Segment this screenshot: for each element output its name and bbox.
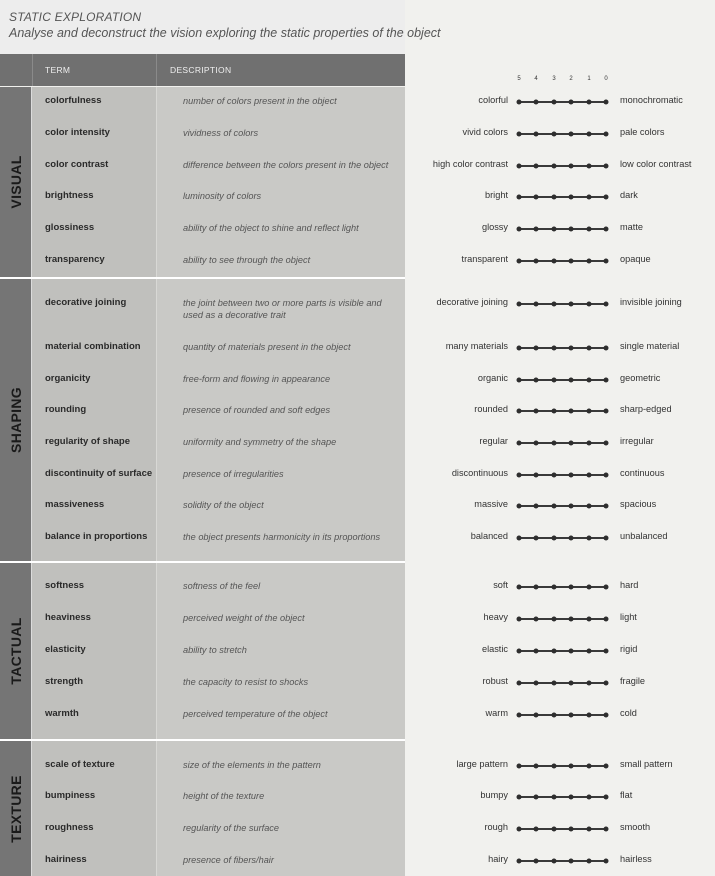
scale-row <box>0 404 715 416</box>
scale-row <box>0 254 715 266</box>
scale-point-5[interactable] <box>517 616 522 621</box>
scale-point-1[interactable] <box>587 194 592 199</box>
left-pole-label: rounded <box>474 404 508 414</box>
scale-point-2[interactable] <box>569 648 574 653</box>
scale-point-2[interactable] <box>569 440 574 445</box>
term-description: number of colors present in the object <box>183 96 337 106</box>
scale-point-3[interactable] <box>552 763 557 768</box>
scale-point-3[interactable] <box>552 345 557 350</box>
left-pole-label: glossy <box>481 222 508 232</box>
right-pole-label: sharp-edged <box>620 404 672 414</box>
scale-line <box>519 828 606 830</box>
scale-line <box>519 196 606 198</box>
left-pole-label: organic <box>477 373 508 383</box>
scale-point-0[interactable] <box>604 503 609 508</box>
scale-point-1[interactable] <box>587 440 592 445</box>
scale-row <box>0 759 715 771</box>
page-subtitle: Analyse and deconstruct the vision exploring the static properties of the object <box>9 26 441 40</box>
scale-point-1[interactable] <box>587 131 592 136</box>
scale-line <box>519 165 606 167</box>
scale-point-5[interactable] <box>517 301 522 306</box>
term-description: luminosity of colors <box>183 191 262 201</box>
term-label: balance in proportions <box>45 531 148 542</box>
description-column-label: DESCRIPTION <box>170 65 232 75</box>
scale-point-4[interactable] <box>534 680 539 685</box>
scale-point-1[interactable] <box>587 99 592 104</box>
term-description: the capacity to resist to shocks <box>183 677 309 687</box>
scale-point-2[interactable] <box>569 503 574 508</box>
scale-number-4: 4 <box>534 76 538 82</box>
scale-point-5[interactable] <box>517 226 522 231</box>
scale-point-0[interactable] <box>604 680 609 685</box>
scale-point-5[interactable] <box>517 408 522 413</box>
scale-point-1[interactable] <box>587 258 592 263</box>
scale-point-1[interactable] <box>587 680 592 685</box>
right-pole-label: small pattern <box>620 759 673 769</box>
scale-point-3[interactable] <box>552 99 557 104</box>
term-description: solidity of the object <box>183 500 264 510</box>
term-label: color contrast <box>45 159 109 170</box>
section-label: SHAPING <box>7 387 24 453</box>
term-description: perceived weight of the object <box>183 613 305 623</box>
scale-point-3[interactable] <box>552 440 557 445</box>
scale-point-5[interactable] <box>517 680 522 685</box>
scale-line <box>519 796 606 798</box>
scale-point-4[interactable] <box>534 794 539 799</box>
scale-row <box>0 222 715 234</box>
term-column <box>32 279 157 561</box>
term-description: regularity of the surface <box>183 823 280 833</box>
scale-number-3: 3 <box>552 76 556 82</box>
scale-point-3[interactable] <box>552 794 557 799</box>
scale-point-1[interactable] <box>587 616 592 621</box>
scale-number-1: 1 <box>587 76 591 82</box>
term-label: hairiness <box>45 854 87 865</box>
term-label: bumpiness <box>45 790 96 801</box>
term-description: difference between the colors present in the object <box>183 160 389 170</box>
scale-row <box>0 854 715 866</box>
left-pole-label: bumpy <box>480 790 508 800</box>
scale-point-2[interactable] <box>569 794 574 799</box>
term-column-label: TERM <box>45 65 71 75</box>
scale-point-2[interactable] <box>569 680 574 685</box>
left-pole-label: transparent <box>461 254 508 264</box>
scale-point-0[interactable] <box>604 258 609 263</box>
scale-point-1[interactable] <box>587 226 592 231</box>
scale-point-0[interactable] <box>604 472 609 477</box>
scale-line <box>519 101 606 103</box>
term-label: heaviness <box>45 612 91 623</box>
scale-point-3[interactable] <box>552 584 557 589</box>
scale-point-2[interactable] <box>569 535 574 540</box>
scale-point-1[interactable] <box>587 763 592 768</box>
scale-point-0[interactable] <box>604 584 609 589</box>
scale-point-5[interactable] <box>517 131 522 136</box>
scale-point-5[interactable] <box>517 440 522 445</box>
term-description: uniformity and symmetry of the shape <box>183 437 337 447</box>
scale-point-1[interactable] <box>587 794 592 799</box>
term-description: softness of the feel <box>183 581 261 591</box>
left-pole-label: many materials <box>445 341 508 351</box>
scale-line <box>519 347 606 349</box>
scale-row <box>0 790 715 802</box>
scale-point-2[interactable] <box>569 226 574 231</box>
scale-point-3[interactable] <box>552 226 557 231</box>
term-description: presence of rounded and soft edges <box>183 405 331 415</box>
left-pole-label: heavy <box>483 612 508 622</box>
scale-point-5[interactable] <box>517 535 522 540</box>
right-pole-label: opaque <box>620 254 651 264</box>
scale-point-2[interactable] <box>569 826 574 831</box>
scale-point-4[interactable] <box>534 131 539 136</box>
scale-point-3[interactable] <box>552 680 557 685</box>
term-description: presence of fibers/hair <box>183 855 274 865</box>
scale-point-2[interactable] <box>569 712 574 717</box>
scale-point-2[interactable] <box>569 584 574 589</box>
right-pole-label: single material <box>620 341 680 351</box>
scale-point-5[interactable] <box>517 377 522 382</box>
scale-point-2[interactable] <box>569 377 574 382</box>
term-description: height of the texture <box>183 791 265 801</box>
scale-point-0[interactable] <box>604 616 609 621</box>
scale-point-4[interactable] <box>534 648 539 653</box>
scale-point-4[interactable] <box>534 301 539 306</box>
scale-point-0[interactable] <box>604 763 609 768</box>
right-pole-label: fragile <box>620 676 646 686</box>
right-pole-label: irregular <box>620 436 654 446</box>
left-pole-label: regular <box>479 436 508 446</box>
scale-point-3[interactable] <box>552 163 557 168</box>
scale-point-5[interactable] <box>517 345 522 350</box>
right-pole-label: invisible joining <box>620 297 682 307</box>
right-pole-label: geometric <box>620 373 661 383</box>
right-pole-label: continuous <box>620 468 665 478</box>
scale-line <box>519 379 606 381</box>
scale-point-4[interactable] <box>534 712 539 717</box>
left-pole-label: large pattern <box>456 759 508 769</box>
scale-row <box>0 341 715 353</box>
scale-point-0[interactable] <box>604 826 609 831</box>
scale-point-3[interactable] <box>552 503 557 508</box>
scale-line <box>519 303 606 305</box>
term-label: glossiness <box>45 222 95 233</box>
description-column <box>157 87 405 277</box>
scale-point-5[interactable] <box>517 194 522 199</box>
scale-row <box>0 297 715 320</box>
scale-row <box>0 127 715 139</box>
scale-line <box>519 505 606 507</box>
scale-line <box>519 682 606 684</box>
scale-point-1[interactable] <box>587 503 592 508</box>
scale-point-0[interactable] <box>604 858 609 863</box>
scale-row <box>0 612 715 624</box>
scale-line <box>519 442 606 444</box>
term-description: ability to stretch <box>183 645 247 655</box>
term-description: presence of irregularities <box>183 469 284 479</box>
description-column <box>157 279 405 561</box>
scale-point-0[interactable] <box>604 301 609 306</box>
scale-point-5[interactable] <box>517 712 522 717</box>
scale-line <box>519 474 606 476</box>
left-pole-label: elastic <box>481 644 508 654</box>
scale-number-2: 2 <box>569 76 573 82</box>
right-pole-label: flat <box>620 790 633 800</box>
right-pole-label: spacious <box>620 499 657 509</box>
scale-point-4[interactable] <box>534 345 539 350</box>
term-description: quantity of materials present in the object <box>183 342 351 352</box>
scale-point-0[interactable] <box>604 345 609 350</box>
scale-point-2[interactable] <box>569 408 574 413</box>
left-pole-label: bright <box>485 190 508 200</box>
scale-point-1[interactable] <box>587 408 592 413</box>
scale-point-0[interactable] <box>604 194 609 199</box>
left-pole-label: soft <box>493 580 508 590</box>
scale-point-5[interactable] <box>517 163 522 168</box>
term-label: massiveness <box>45 499 105 510</box>
term-label: elasticity <box>45 644 86 655</box>
section-label-cell <box>0 87 32 277</box>
scale-point-1[interactable] <box>587 535 592 540</box>
scale-row <box>0 159 715 171</box>
left-pole-label: robust <box>482 676 508 686</box>
scale-point-3[interactable] <box>552 258 557 263</box>
scale-point-5[interactable] <box>517 826 522 831</box>
term-label: strength <box>45 676 83 687</box>
scale-row <box>0 436 715 448</box>
term-label: roughness <box>45 822 94 833</box>
scale-point-2[interactable] <box>569 858 574 863</box>
scale-point-0[interactable] <box>604 163 609 168</box>
scale-point-3[interactable] <box>552 131 557 136</box>
left-pole-label: colorful <box>478 95 508 105</box>
term-label: discontinuity of surface <box>45 468 153 479</box>
scale-row <box>0 190 715 202</box>
scale-point-1[interactable] <box>587 345 592 350</box>
scale-row <box>0 468 715 480</box>
scale-point-4[interactable] <box>534 440 539 445</box>
scale-point-1[interactable] <box>587 301 592 306</box>
right-pole-label: pale colors <box>620 127 665 137</box>
scale-point-2[interactable] <box>569 301 574 306</box>
scale-point-3[interactable] <box>552 472 557 477</box>
scale-line <box>519 765 606 767</box>
scale-point-0[interactable] <box>604 226 609 231</box>
left-pole-label: vivid colors <box>462 127 508 137</box>
scale-point-3[interactable] <box>552 712 557 717</box>
right-pole-label: cold <box>620 708 637 718</box>
term-label: warmth <box>45 708 79 719</box>
scale-point-3[interactable] <box>552 377 557 382</box>
scale-point-4[interactable] <box>534 826 539 831</box>
scale-point-3[interactable] <box>552 194 557 199</box>
term-label: brightness <box>45 190 94 201</box>
term-label: softness <box>45 580 85 591</box>
scale-point-4[interactable] <box>534 99 539 104</box>
term-label: regularity of shape <box>45 436 130 447</box>
scale-point-5[interactable] <box>517 503 522 508</box>
section-label-cell <box>0 279 32 561</box>
term-column <box>32 87 157 277</box>
scale-point-3[interactable] <box>552 535 557 540</box>
term-description: vividness of colors <box>183 128 259 138</box>
left-pole-label: rough <box>484 822 508 832</box>
term-description: ability of the object to shine and reflect light <box>183 223 359 233</box>
scale-point-4[interactable] <box>534 616 539 621</box>
left-pole-label: warm <box>485 708 508 718</box>
scale-point-0[interactable] <box>604 131 609 136</box>
term-label: rounding <box>45 404 87 415</box>
scale-point-0[interactable] <box>604 535 609 540</box>
section-label: VISUAL <box>7 155 24 209</box>
right-pole-label: matte <box>620 222 643 232</box>
left-pole-label: high color contrast <box>432 159 508 169</box>
left-pole-label: massive <box>474 499 508 509</box>
scale-line <box>519 537 606 539</box>
right-pole-label: rigid <box>620 644 638 654</box>
scale-point-2[interactable] <box>569 258 574 263</box>
scale-point-4[interactable] <box>534 258 539 263</box>
term-description: size of the elements in the pattern <box>183 760 321 770</box>
scale-row <box>0 822 715 834</box>
term-description: ability to see through the object <box>183 255 311 265</box>
scale-point-5[interactable] <box>517 648 522 653</box>
scale-row <box>0 95 715 107</box>
scale-point-2[interactable] <box>569 99 574 104</box>
scale-point-1[interactable] <box>587 163 592 168</box>
scale-point-1[interactable] <box>587 712 592 717</box>
scale-line <box>519 586 606 588</box>
scale-row <box>0 499 715 511</box>
term-label: transparency <box>45 254 105 265</box>
right-pole-label: dark <box>620 190 638 200</box>
right-pole-label: unbalanced <box>620 531 668 541</box>
scale-row <box>0 708 715 720</box>
right-pole-label: hard <box>620 580 639 590</box>
right-pole-label: smooth <box>620 822 651 832</box>
term-label: decorative joining <box>45 297 127 308</box>
scale-point-4[interactable] <box>534 584 539 589</box>
scale-line <box>519 260 606 262</box>
scale-point-2[interactable] <box>569 616 574 621</box>
term-label: material combination <box>45 341 141 352</box>
scale-point-4[interactable] <box>534 535 539 540</box>
scale-point-4[interactable] <box>534 408 539 413</box>
scale-number-5: 5 <box>517 76 521 82</box>
scale-point-4[interactable] <box>534 377 539 382</box>
section-label: TEXTURE <box>7 774 24 843</box>
scale-line <box>519 410 606 412</box>
scale-point-0[interactable] <box>604 99 609 104</box>
right-pole-label: hairless <box>620 854 652 864</box>
scale-point-5[interactable] <box>517 258 522 263</box>
scale-point-5[interactable] <box>517 472 522 477</box>
term-description: the joint between two or more parts is visible and used as a decorative trait <box>183 298 382 320</box>
scale-line <box>519 650 606 652</box>
scale-point-1[interactable] <box>587 584 592 589</box>
scale-point-1[interactable] <box>587 648 592 653</box>
scale-line <box>519 133 606 135</box>
scale-point-1[interactable] <box>587 826 592 831</box>
scale-point-5[interactable] <box>517 584 522 589</box>
scale-row <box>0 580 715 592</box>
scale-point-0[interactable] <box>604 440 609 445</box>
scale-point-0[interactable] <box>604 377 609 382</box>
right-pole-label: light <box>620 612 637 622</box>
scale-point-4[interactable] <box>534 763 539 768</box>
scale-point-4[interactable] <box>534 503 539 508</box>
scale-point-4[interactable] <box>534 163 539 168</box>
scale-point-1[interactable] <box>587 472 592 477</box>
scale-point-3[interactable] <box>552 648 557 653</box>
term-label: scale of texture <box>45 759 115 770</box>
scale-row <box>0 373 715 385</box>
left-pole-label: balanced <box>470 531 508 541</box>
left-pole-label: hairy <box>488 854 508 864</box>
scale-point-5[interactable] <box>517 763 522 768</box>
scale-line <box>519 618 606 620</box>
scale-point-2[interactable] <box>569 131 574 136</box>
scale-point-0[interactable] <box>604 648 609 653</box>
term-description: perceived temperature of the object <box>183 709 328 719</box>
scale-row <box>0 531 715 543</box>
scale-point-2[interactable] <box>569 194 574 199</box>
scale-point-1[interactable] <box>587 858 592 863</box>
scale-point-3[interactable] <box>552 826 557 831</box>
section-0 <box>0 87 405 277</box>
scale-point-5[interactable] <box>517 858 522 863</box>
scale-point-1[interactable] <box>587 377 592 382</box>
scale-row <box>0 676 715 688</box>
scale-header <box>0 54 715 86</box>
right-pole-label: low color contrast <box>620 159 692 169</box>
term-description: free-form and flowing in appearance <box>183 374 331 384</box>
section-label: TACTUAL <box>7 617 24 685</box>
page-title: STATIC EXPLORATION <box>9 10 142 24</box>
scale-point-4[interactable] <box>534 472 539 477</box>
scale-line <box>519 228 606 230</box>
scale-point-3[interactable] <box>552 858 557 863</box>
scale-point-0[interactable] <box>604 712 609 717</box>
scale-point-3[interactable] <box>552 616 557 621</box>
term-label: color intensity <box>45 127 110 138</box>
scale-point-4[interactable] <box>534 226 539 231</box>
scale-point-2[interactable] <box>569 763 574 768</box>
scale-line <box>519 714 606 716</box>
scale-point-3[interactable] <box>552 408 557 413</box>
section-1 <box>0 279 405 561</box>
scale-line <box>519 860 606 862</box>
scale-point-4[interactable] <box>534 194 539 199</box>
scale-point-3[interactable] <box>552 301 557 306</box>
scale-point-0[interactable] <box>604 794 609 799</box>
right-pole-label: monochromatic <box>620 95 683 105</box>
scale-point-2[interactable] <box>569 345 574 350</box>
scale-point-2[interactable] <box>569 163 574 168</box>
scale-point-5[interactable] <box>517 99 522 104</box>
scale-point-5[interactable] <box>517 794 522 799</box>
term-label: organicity <box>45 373 91 384</box>
scale-number-0: 0 <box>604 76 608 82</box>
scale-point-0[interactable] <box>604 408 609 413</box>
scale-row <box>0 644 715 656</box>
left-pole-label: discontinuous <box>451 468 508 478</box>
scale-point-4[interactable] <box>534 858 539 863</box>
term-label: colorfulness <box>45 95 102 106</box>
term-description: the object presents harmonicity in its proportions <box>183 532 381 542</box>
left-pole-label: decorative joining <box>436 297 508 307</box>
scale-point-2[interactable] <box>569 472 574 477</box>
